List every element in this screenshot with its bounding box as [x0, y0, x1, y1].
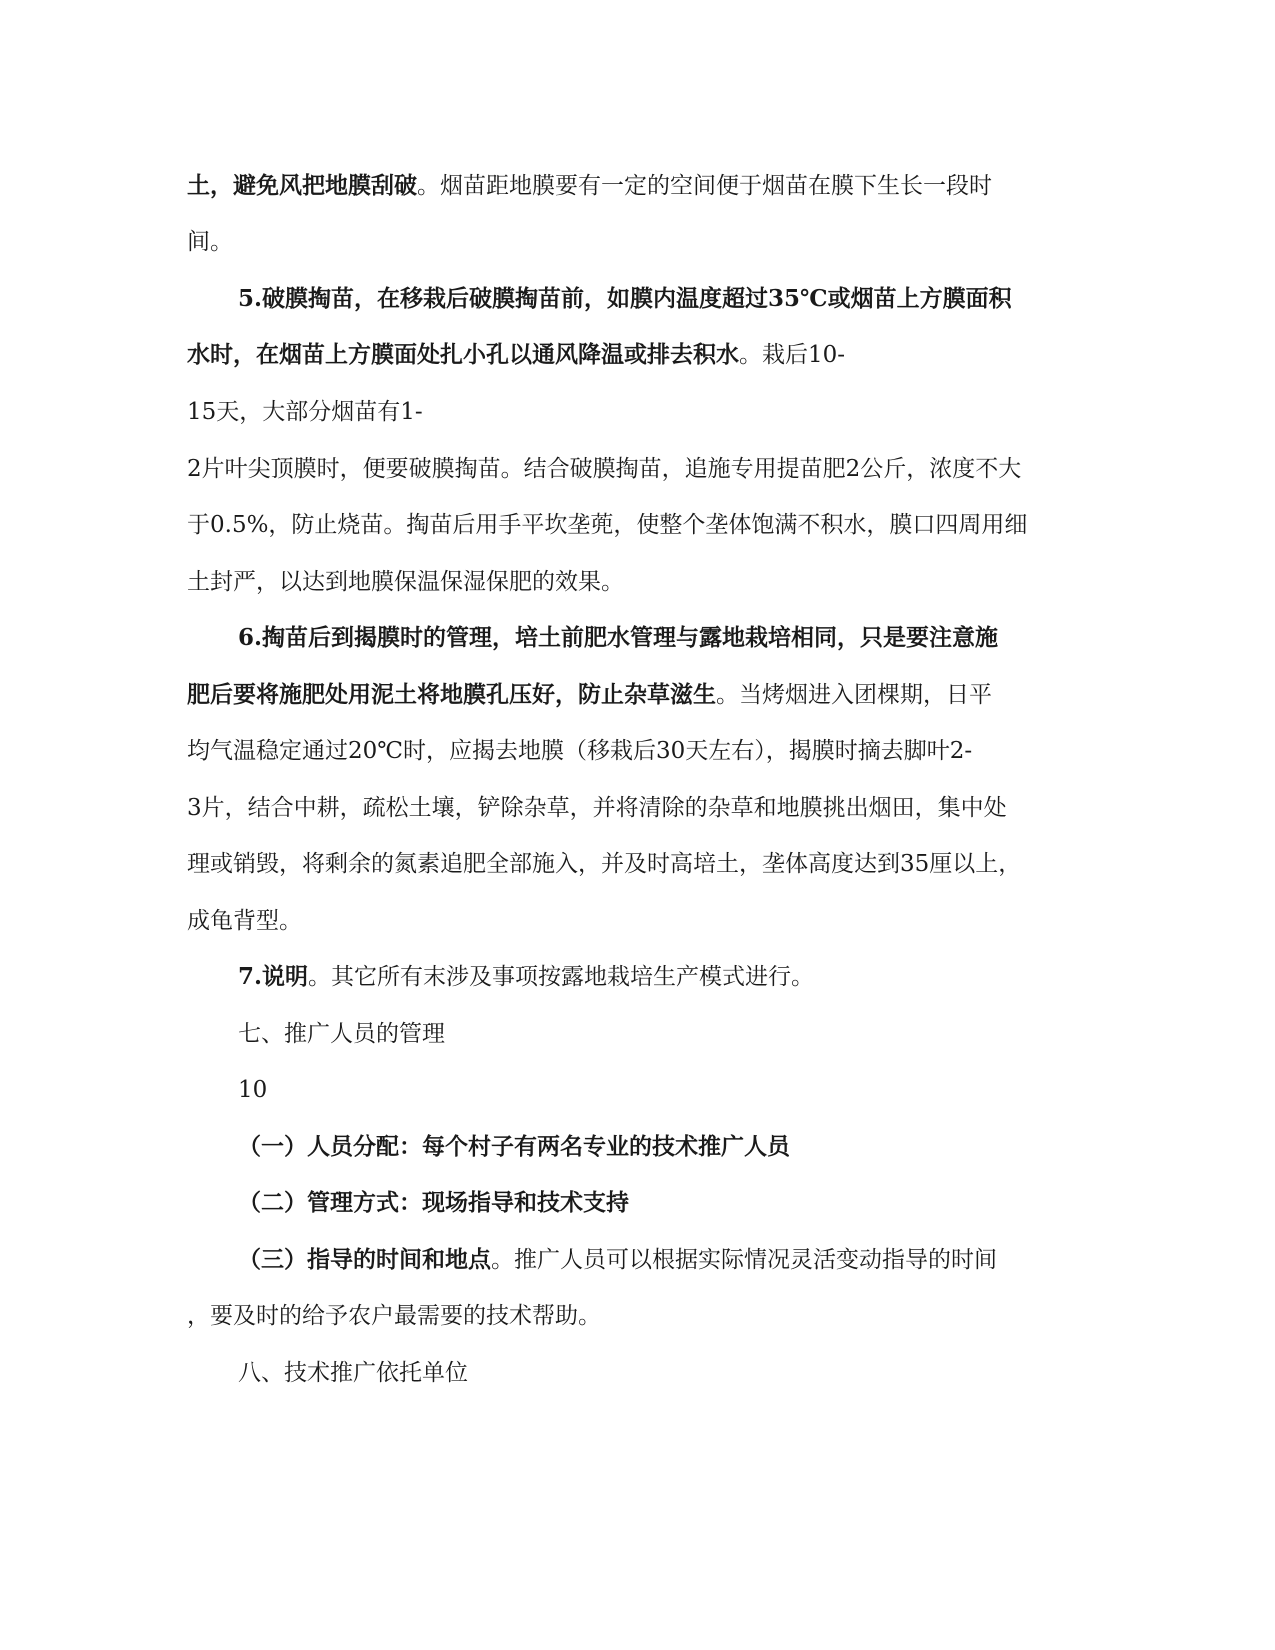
list-item-heading-7 [238, 962, 814, 992]
bold-text: 7.说明 [238, 963, 309, 990]
bold-text: 5.破膜掏苗，在移栽后破膜掏苗前，如膜内温度超过35℃或烟苗上方膜面积 [238, 285, 1012, 312]
body-text-line [187, 906, 302, 936]
body-text-line [187, 793, 1007, 823]
bold-text: 土，避免风把地膜刮破 [187, 172, 417, 199]
plain-text: 2片叶尖顶膜时，便要破膜掏苗。结合破膜掏苗，追施专用提苗肥2公斤，浓度不大 [187, 456, 1022, 482]
plain-text: 七、推广人员的管理 [238, 1021, 445, 1047]
plain-text: 10 [238, 1077, 268, 1103]
body-text-line [187, 454, 1021, 484]
body-text-line [187, 397, 423, 427]
plain-text: 。当烤烟进入团棵期，日平 [716, 682, 992, 708]
plain-text: 。烟苗距地膜要有一定的空间便于烟苗在膜下生长一段时 [417, 173, 992, 199]
plain-text: 八、技术推广依托单位 [238, 1360, 468, 1386]
plain-text: 。推广人员可以根据实际情况灵活变动指导的时间 [491, 1247, 997, 1273]
body-text-line [187, 849, 1021, 879]
plain-text: 15天，大部分烟苗有1- [187, 399, 423, 425]
bold-text: （三）指导的时间和地点 [238, 1246, 491, 1273]
bold-text: 水时，在烟苗上方膜面处扎小孔以通风降温或排去积水 [187, 341, 739, 368]
section-heading [238, 1358, 468, 1388]
page-number [238, 1075, 267, 1105]
plain-text: 均气温稳定通过20℃时，应揭去地膜（移栽后30天左右），揭膜时摘去脚叶2- [187, 738, 973, 764]
section-heading [238, 1019, 445, 1049]
body-text-line [187, 227, 233, 257]
body-text-line [187, 736, 972, 766]
plain-text: 理或销毁，将剩余的氮素追肥全部施入，并及时高培土，垄体高度达到35厘以上， [187, 851, 1022, 877]
bold-text: 6.掏苗后到揭膜时的管理，培土前肥水管理与露地栽培相同，只是要注意施 [238, 624, 999, 651]
plain-text: 3片，结合中耕，疏松土壤，铲除杂草，并将清除的杂草和地膜挑出烟田，集中处 [187, 795, 1007, 821]
bold-text: 肥后要将施肥处用泥土将地膜孔压好，防止杂草滋生 [187, 681, 716, 708]
plain-text: 间。 [187, 229, 233, 255]
bold-text: （二）管理方式：现场指导和技术支持 [238, 1189, 629, 1216]
plain-text: 土封严，以达到地膜保温保湿保肥的效果。 [187, 569, 624, 595]
body-text-line [187, 510, 1027, 540]
subsection-heading [238, 1132, 790, 1162]
plain-text: 。其它所有末涉及事项按露地栽培生产模式进行。 [308, 964, 815, 990]
plain-text: 于0.5%，防止烧苗。掏苗后用手平坎垄蔸，使整个垄体饱满不积水，膜口四周用细 [187, 512, 1028, 538]
body-text-line [187, 567, 624, 597]
list-item-heading-5 [238, 284, 1012, 314]
subsection-heading [238, 1245, 997, 1275]
body-text-line [187, 1301, 601, 1331]
body-text-line [187, 680, 992, 710]
subsection-heading [238, 1188, 629, 1218]
list-item-heading-6 [238, 623, 998, 653]
bold-text: （一）人员分配：每个村子有两名专业的技术推广人员 [238, 1133, 790, 1160]
body-text-line [187, 340, 845, 370]
plain-text: ，要及时的给予农户最需要的技术帮助。 [187, 1303, 601, 1329]
plain-text: 。栽后10- [739, 342, 846, 368]
plain-text: 成龟背型。 [187, 908, 302, 934]
body-text-line [187, 171, 992, 201]
